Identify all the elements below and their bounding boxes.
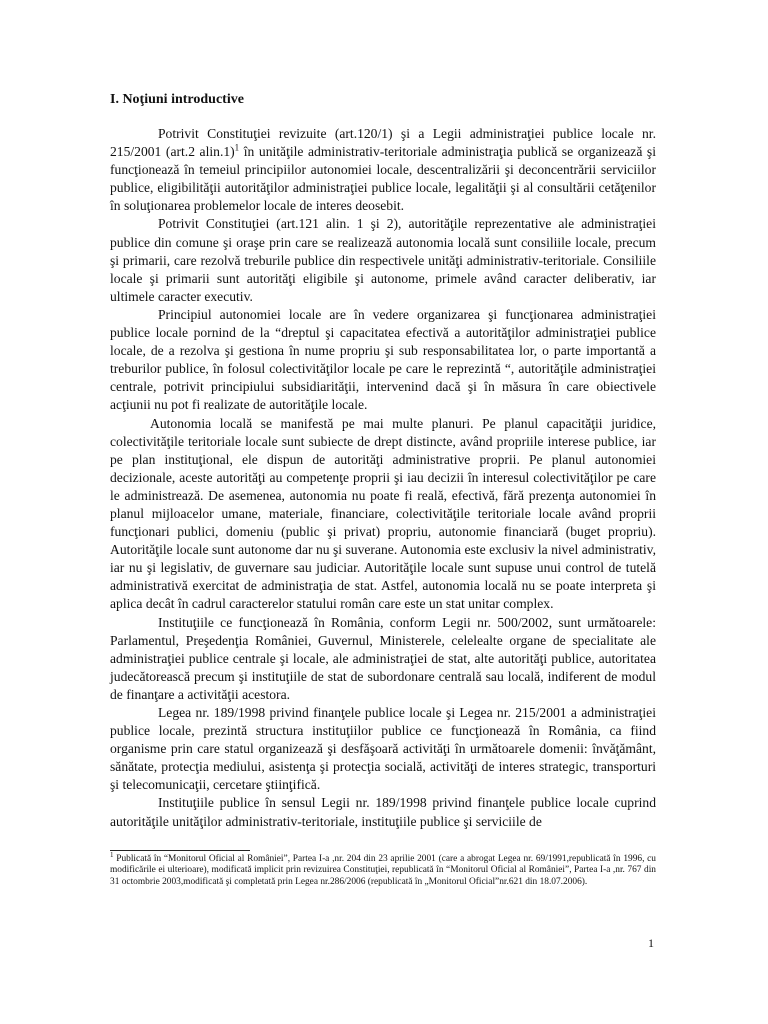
paragraph-text: în unităţile administrativ-teritoriale administraţia publică se organizează şi funcţionează în temeiul principiilor autonomiei locale, descentralizării şi deconcentrării serviciilor publice, eligibilităţii autorităţilor administraţiei publice locale, legalităţii şi al consultării cetăţenilor în soluţionarea problemelor locale de interes deosebit. xyxy=(110,144,656,214)
footnote-reference[interactable]: 1 xyxy=(234,142,240,153)
paragraph: Autonomia locală se manifestă pe mai multe planuri. Pe planul capacităţii juridice, colectivităţile teritoriale locale sunt subiecte de drept distincte, având propriile interese publice, iar pe plan instituţional, ele dispun de autorităţi administrative proprii. Pe planul autonomiei decizionale, aceste autorităţi au competenţe proprii şi iau decizii în interesul colectivităţilor pe care le administrează. De asemenea, autonomia nu poate fi reală, efectivă, fără prezenţa autonomiei în planul mijloacelor umane, materiale, financiare, colectivităţile teritoriale locale având proprii funcţionari publici, domeniu (public şi privat) propriu, autonomie financiară (buget propriu). Autorităţile locale sunt autonome dar nu şi suverane. Autonomia este exclusiv la nivel administrativ, iar nu şi legislativ, de guvernare sau judiciar. Autorităţile locale sunt supuse unui control de tutelă administrativă exercitat de administraţia de stat. Astfel, autonomia locală nu se poate interpreta şi aplica decât în cadrul caracterelor statului român care este un stat unitar complex. xyxy=(110,415,656,612)
page-number: 1 xyxy=(648,936,654,950)
body-text xyxy=(110,125,656,831)
footnote xyxy=(110,850,656,888)
paragraph: Legea nr. 189/1998 privind finanţele publice locale şi Legea nr. 215/2001 a administraţiei publice locale, prezintă structura instituţiilor publice ce funcţionează în România, ca fiind organisme prin care statul organizează şi desfăşoară activităţi în următoarele domenii: învăţământ, sănătate, protecţia mediului, asistenţa şi protecţia socială, activităţi de interes strategic, transporturi şi telecomunicaţii, cercetare ştiinţifică. xyxy=(110,705,656,793)
paragraph-text: Potrivit Constituţiei revizuite (art.120/1) şi a Legii administraţiei publice locale nr. 215/2001 (art.2 alin.1) xyxy=(110,126,656,160)
paragraph: Potrivit Constituţiei (art.121 alin. 1 şi 2), autorităţile reprezentative ale administraţiei publice din comune şi oraşe prin care se realizează autonomia locală sunt consiliile locale, precum şi primarii, care rezolvă treburile publice din respectivele unităţi administrativ-teritoriale. Consiliile locale şi primarii sunt autorităţi eligibile şi autonome, primele având caracter deliberativ, iar ultimele caracter executiv. xyxy=(110,216,656,304)
footnote-marker: 1 xyxy=(110,850,114,859)
footnote-text: Publicată în “Monitorul Oficial al României”, Partea I-a ,nr. 204 din 23 aprilie 2001 (care a abrogat Legea nr. 69/1991,republicată în 1996, cu modificările ei ulterioare), modificată implicit prin revizuirea Constituţiei, republicată în “Monitorul Oficial al României”, Partea I-a ,nr. 767 din 31 octombrie 2003,modificată şi completată prin Legea nr.286/2006 (republicată în „Monitorul Oficial”nr.621 din 18.07.2006). xyxy=(110,854,656,887)
footnote-separator xyxy=(110,850,250,851)
paragraph: Principiul autonomiei locale are în vedere organizarea şi funcţionarea administraţiei publice locale pornind de la “dreptul şi capacitatea efectivă a autorităţilor administraţiei publice locale, de a rezolva şi gestiona în nume propriu şi sub responsabilitatea lor, o parte importantă a treburilor publice, în folosul colectivităţilor locale pe care le reprezintă “, autorităţile administraţiei centrale, potrivit principiului subsidiarităţii, intervenind dacă şi în măsura în care obiectivele acţiunii nu pot fi realizate de autorităţile locale. xyxy=(110,306,656,413)
paragraph xyxy=(110,125,656,215)
paragraph: Instituţiile publice în sensul Legii nr. 189/1998 privind finanţele publice locale cuprind autorităţile unităţilor administrativ-teritoriale, instituţiile publice şi serviciile de xyxy=(110,795,656,829)
paragraph: Instituţiile ce funcţionează în România, conform Legii nr. 500/2002, sunt următoarele: Parlamentul, Preşedenţia României, Guvernul, Ministerele, celelealte organe de specialitate ale administraţiei publice centrale şi locale, ale administraţiei de stat, alte autorităţi publice, autoritatea judecătorească precum şi instituţiile de stat de subordonare centrală sau locală, indiferent de modul de finanţare a activităţii acestora. xyxy=(110,614,656,702)
section-heading: I. Noţiuni introductive xyxy=(110,92,244,107)
